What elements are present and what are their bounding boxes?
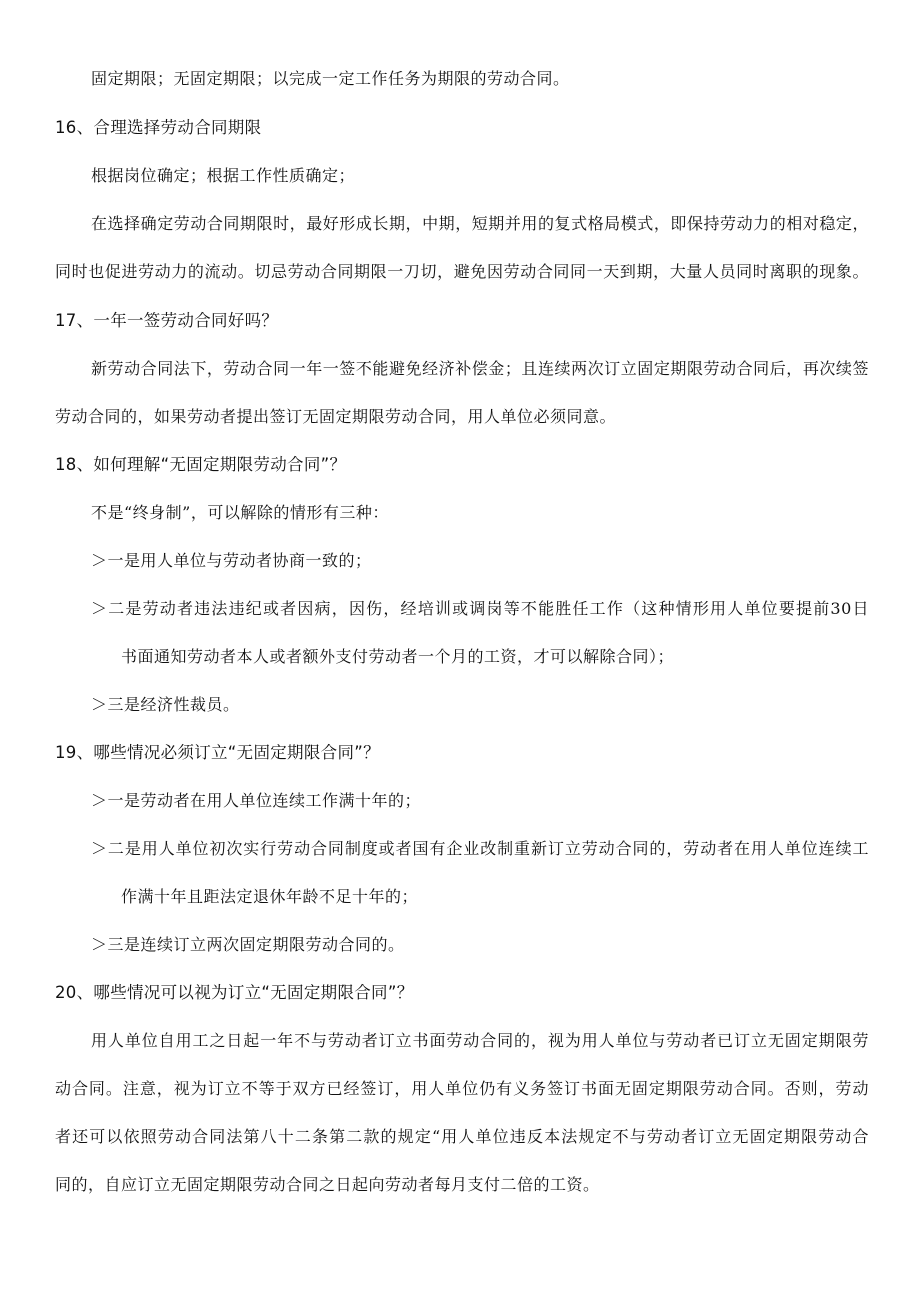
paragraph-16-basis: 根据岗位确定；根据工作性质确定；	[91, 166, 356, 185]
paragraph-20-line-4: 同的，自应订立无固定期限劳动合同之日起向劳动者每月支付二倍的工资。	[55, 1175, 600, 1194]
list-item-19-2-cont: 作满十年且距法定退休年龄不足十年的；	[121, 887, 419, 906]
paragraph-20-line-2: 动合同。注意，视为订立不等于双方已经签订，用人单位仍有义务签订书面无固定期限劳动合同。否则，劳动	[55, 1079, 869, 1098]
list-item-18-2: ＞二是劳动者违法违纪或者因病，因伤，经培训或调岗等不能胜任工作（这种情形用人单位要提前30日	[91, 599, 869, 618]
list-item-19-2: ＞二是用人单位初次实行劳动合同制度或者国有企业改制重新订立劳动合同的，劳动者在用人单位连续工	[91, 839, 869, 858]
paragraph-17-line-2: 劳动合同的，如果劳动者提出签订无固定期限劳动合同，用人单位必须同意。	[55, 407, 617, 426]
heading-17: 17、一年一签劳动合同好吗？	[55, 311, 279, 330]
list-item-19-3: ＞三是连续订立两次固定期限劳动合同的。	[91, 935, 405, 954]
list-item-18-2-cont: 书面通知劳动者本人或者额外支付劳动者一个月的工资，才可以解除合同）；	[121, 647, 675, 666]
heading-16: 16、合理选择劳动合同期限	[55, 118, 262, 137]
heading-18: 18、如何理解“无固定期限劳动合同”？	[55, 455, 347, 474]
paragraph-20-line-1: 用人单位自用工之日起一年不与劳动者订立书面劳动合同的，视为用人单位与劳动者已订立无固定期限劳	[91, 1031, 869, 1050]
heading-20: 20、哪些情况可以视为订立“无固定期限合同”？	[55, 983, 414, 1002]
paragraph-16-line-2: 同时也促进劳动力的流动。切忌劳动合同期限一刀切，避免因劳动合同同一天到期，大量人员同时离职的现象。	[55, 262, 869, 281]
heading-19: 19、哪些情况必须订立“无固定期限合同”？	[55, 743, 380, 762]
paragraph-16-line-1: 在选择确定劳动合同期限时，最好形成长期，中期，短期并用的复式格局模式，即保持劳动力的相对稳定，	[91, 214, 869, 233]
list-item-19-1: ＞一是劳动者在用人单位连续工作满十年的；	[91, 791, 422, 810]
list-item-18-3: ＞三是经济性裁员。	[91, 695, 240, 714]
paragraph-20-line-3: 者还可以依照劳动合同法第八十二条第二款的规定“用人单位违反本法规定不与劳动者订立无固定期限劳动合	[55, 1127, 869, 1146]
list-item-18-1: ＞一是用人单位与劳动者协商一致的；	[91, 551, 372, 570]
paragraph-17-line-1: 新劳动合同法下，劳动合同一年一签不能避免经济补偿金；且连续两次订立固定期限劳动合同后，再次续签	[91, 359, 869, 378]
paragraph-contract-types: 固定期限；无固定期限；以完成一定工作任务为期限的劳动合同。	[91, 69, 570, 88]
paragraph-18-intro: 不是“终身制”，可以解除的情形有三种：	[91, 503, 389, 522]
